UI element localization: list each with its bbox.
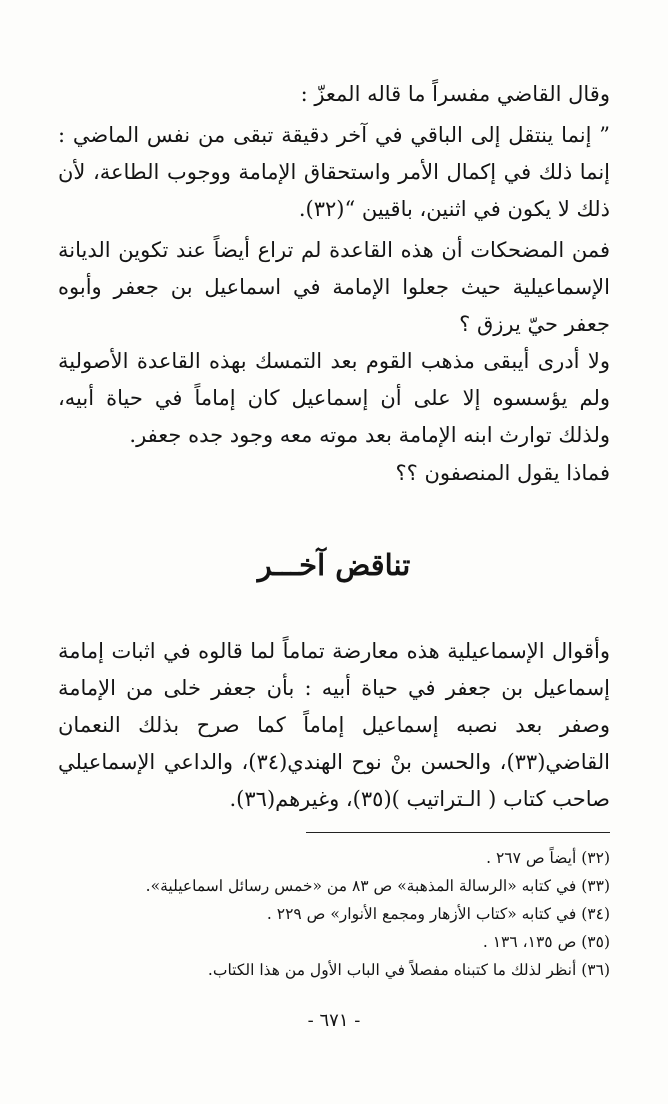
quote-paragraph: ” إنما ينتقل إلى الباقي في آخر دقيقة تبقى من نفس الماضي : إنما ذلك في إكمال الأمر واستحقاق الإمامة ووجوب الطاعة، لأن ذلك لا يكون في اثنين، باقيين “(٣٢).	[58, 123, 610, 221]
section-heading: تناقض آخـــر	[257, 548, 411, 582]
footnote-36: (٣٦) أنظر لذلك ما كتبناه مفصلاً في الباب الأول من هذا الكتاب.	[207, 961, 610, 979]
question-line: فماذا يقول المنصفون ؟؟	[395, 461, 610, 485]
intro-line: وقال القاضي مفسراً ما قاله المعزّ :	[300, 82, 610, 106]
footnote-divider	[306, 832, 610, 833]
footnote-34: (٣٤) في كتابه «كتاب الأزهار ومجمع الأنوار» ص ٢٢٩ .	[266, 905, 610, 923]
footnote-35: (٣٥) ص ١٣٥، ١٣٦ .	[482, 933, 610, 951]
footnotes-list	[58, 844, 610, 984]
footnote-32: (٣٢) أيضاً ص ٢٦٧ .	[486, 849, 610, 867]
page-number: - ٦٧١ -	[307, 1010, 361, 1031]
footnote-33: (٣٣) في كتابه «الرسالة المذهبة» ص ٨٣ من «خمس رسائل اسماعيلية».	[145, 877, 610, 895]
paragraph-contradiction: فمن المضحكات أن هذه القاعدة لم تراع أيضاً عند تكوين الديانة الإسماعيلية حيث جعلوا الإمامة في اسماعيل بن جعفر وأبوه جعفر حيّ يرزق ؟	[58, 238, 610, 336]
paragraph-imamate: وأقوال الإسماعيلية هذه معارضة تماماً لما قالوه في اثبات إمامة إسماعيل بن جعفر في حياة أبيه : بأن جعفر خلى من الإمامة وصفر بعد نصبه إسماعيل إماماً كما صرح بذلك النعمان القاضي(٣٣)، والحسن بنْ نوح الهندي(٣٤)، والداعي الإسماعيلي صاحب كتاب ( الـتراتيب )(٣٥)، وغيرهم(٣٦).	[58, 639, 610, 811]
paragraph-doctrine: ولا أدرى أيبقى مذهب القوم بعد التمسك بهذه القاعدة الأصولية ولم يؤسسوه إلا على أن إسماعيل كان إماماً في حياة أبيه، ولذلك توارث ابنه الإمامة بعد موته معه وجود جده جعفر.	[58, 349, 610, 447]
